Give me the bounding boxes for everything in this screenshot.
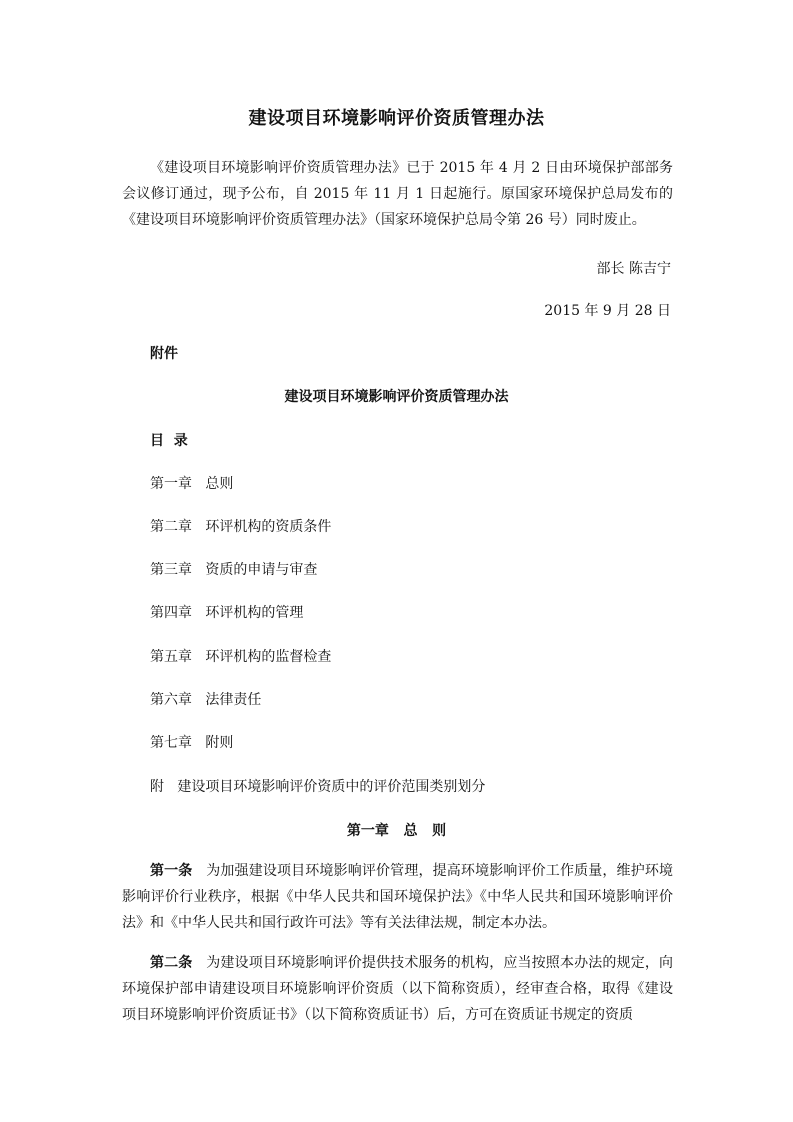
- article-1: [122, 858, 673, 936]
- toc-item: 第二章 环评机构的资质条件: [150, 519, 332, 535]
- issue-date: 2015 年 9 月 28 日: [544, 303, 671, 319]
- toc-heading: 目 录: [150, 433, 188, 449]
- attachment-label: 附件: [150, 346, 178, 362]
- intro-paragraph: 《建设项目环境影响评价资质管理办法》已于 2015 年 4 月 2 日由环境保护部部务会议修订通过，现予公布，自 2015 年 11 月 1 日起施行。原国家环境保护总局发布的《建设项目环境影响评价资质管理办法》（国家环境保护总局令第 26 号）同时废止。: [122, 160, 673, 228]
- signature: 部长 陈吉宁: [596, 261, 671, 277]
- toc-item: 第一章 总则: [150, 476, 234, 492]
- toc-item: 第三章 资质的申请与审查: [150, 562, 318, 578]
- toc-item: 第六章 法律责任: [150, 692, 262, 708]
- toc-item: 第五章 环评机构的监督检查: [150, 649, 332, 665]
- toc-item: 第四章 环评机构的管理: [150, 605, 304, 621]
- article-text: 为加强建设项目环境影响评价管理，提高环境影响评价工作质量，维护环境影响评价行业秩序，根据《中华人民共和国环境保护法》《中华人民共和国环境影响评价法》和《中华人民共和国行政许可法》等有关法律法规，制定本办法。: [122, 863, 673, 931]
- article-label: 第二条: [150, 955, 193, 971]
- toc-item: 附 建设项目环境影响评价资质中的评价范围类别划分: [150, 779, 486, 795]
- attachment-title: 建设项目环境影响评价资质管理办法: [284, 389, 509, 405]
- article-2: [122, 950, 673, 1028]
- toc-item: 第七章 附则: [150, 735, 234, 751]
- article-label: 第一条: [150, 863, 193, 879]
- article-text: 为建设项目环境影响评价提供技术服务的机构，应当按照本办法的规定，向环境保护部申请建设项目环境影响评价资质（以下简称资质），经审查合格，取得《建设项目环境影响评价资质证书》（以下简称资质证书）后，方可在资质证书规定的资质: [122, 955, 673, 1023]
- chapter-title: 第一章 总 则: [346, 823, 447, 839]
- document-title: 建设项目环境影响评价资质管理办法: [248, 108, 545, 129]
